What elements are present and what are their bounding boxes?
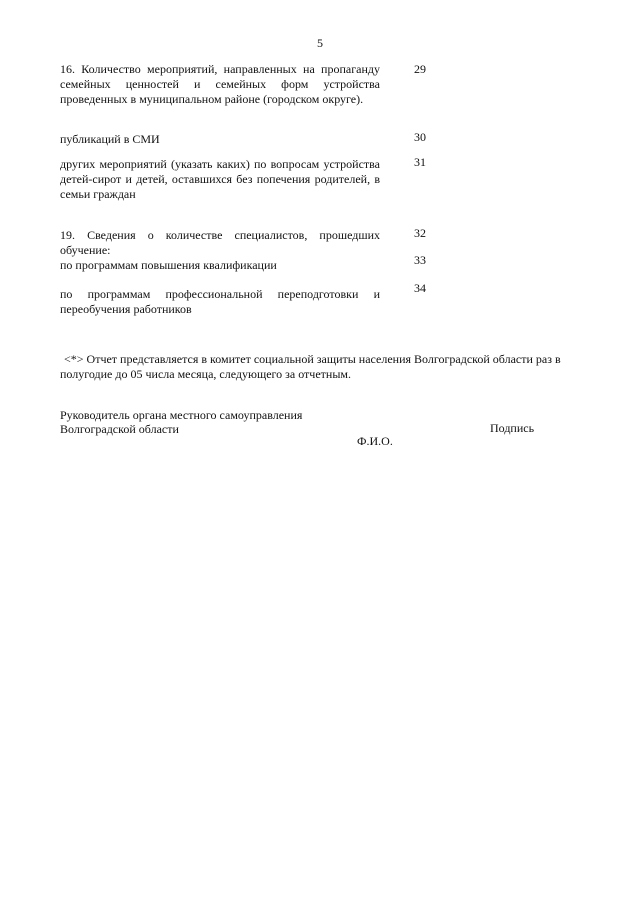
row-code-29: 29 bbox=[414, 62, 426, 76]
fio-label: Ф.И.О. bbox=[357, 434, 393, 448]
signature-label: Подпись bbox=[490, 421, 535, 435]
row-text-16: 16. Количество мероприятий, направленных на пропаганду семейных ценностей и семейных форм устройства проведенных в муниципальном районе (городском округе). bbox=[60, 62, 380, 106]
row-text-qualification: по программам повышения квалификации bbox=[60, 258, 277, 272]
signature-position-line1: Руководитель органа местного самоуправления bbox=[60, 408, 303, 422]
row-text-media: публикаций в СМИ bbox=[60, 132, 160, 146]
row-code-34: 34 bbox=[414, 281, 426, 295]
row-text-other-events: других мероприятий (указать каких) по вопросам устройства детей-сирот и детей, оставшихся без попечения родителей, в семьи граждан bbox=[60, 157, 380, 201]
page-number: 5 bbox=[317, 36, 323, 50]
row-text-retraining: по программам профессиональной переподготовки и переобучения работников bbox=[60, 287, 380, 316]
signature-position-line2: Волгоградской области bbox=[60, 422, 179, 436]
footnote: <*> Отчет представляется в комитет социальной защиты населения Волгоградской области раз в полугодие до 05 числа месяца, следующего за отчетным. bbox=[60, 352, 561, 381]
row-code-32: 32 bbox=[414, 226, 426, 240]
row-code-30: 30 bbox=[414, 130, 426, 144]
row-code-31: 31 bbox=[414, 155, 426, 169]
row-code-33: 33 bbox=[414, 253, 426, 267]
row-text-19: 19. Сведения о количестве специалистов, прошедших обучение: bbox=[60, 228, 380, 257]
